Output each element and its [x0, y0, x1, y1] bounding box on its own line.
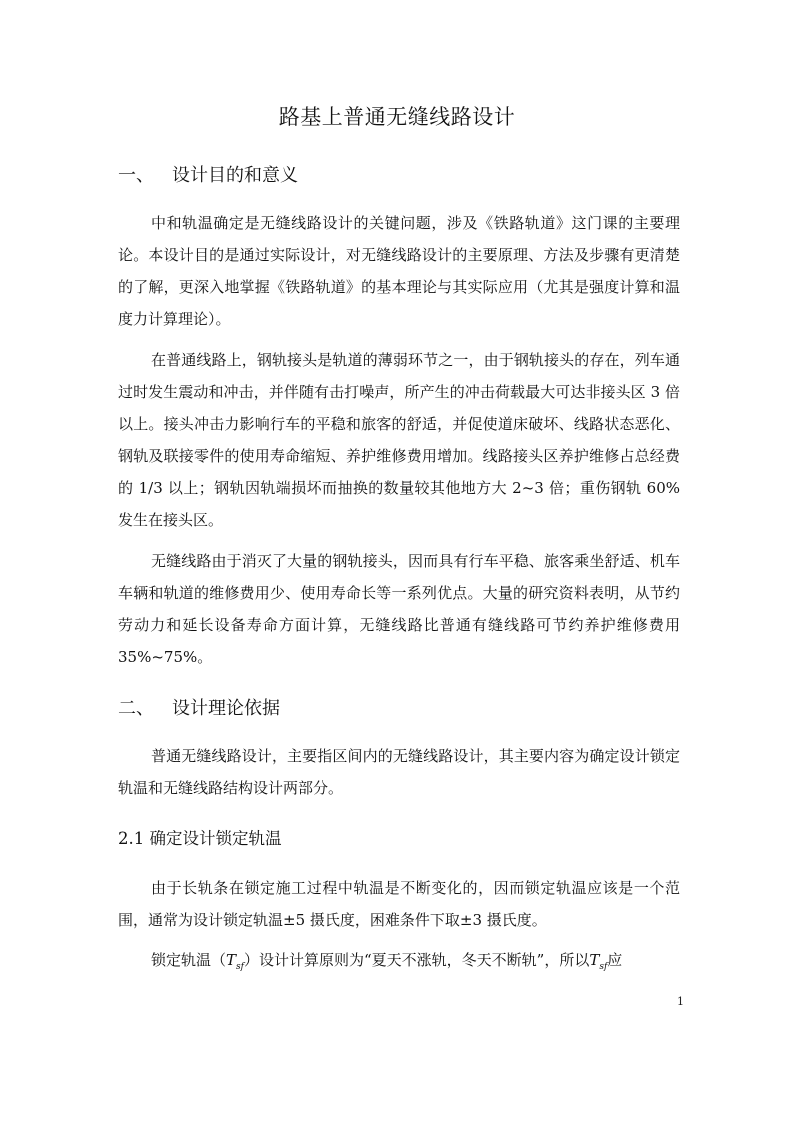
- section-2-heading-text: 设计理论依据: [172, 698, 280, 719]
- symbol-subscript: sf: [599, 962, 608, 972]
- paragraph: 中和轨温确定是无缝线路设计的关键问题，涉及《铁路轨道》这门课的主要理论。本设计目的是通过实际设计，对无缝线路设计的主要原理、方法及步骤有更清楚的了解，更深入地掌握《铁路轨道》的基本理论与其实际应用（尤其是强度计算和温度力计算理论）。: [118, 214, 680, 328]
- symbol-tsf: [226, 951, 244, 972]
- section-2-number: 二、: [118, 698, 154, 719]
- paragraph: 在普通线路上，钢轨接头是轨道的薄弱环节之一，由于钢轨接头的存在，列车通过时发生震动和冲击，并伴随有击打噪声，所产生的冲击荷载最大可达非接头区 3 倍以上。接头冲击力影响行车的平稳和旅客的舒适，并促使道床破坏、线路状态恶化、钢轨及联接零件的使用寿命缩短、养护维修费用增加。线路接头区养护维修占总经费的 1/3 以上；钢轨因轨端损坏而抽换的数量较其他地方大 2~3 倍；重伤钢轨 60%发生在接头区。: [118, 351, 680, 529]
- subsection-2-1-heading: 2.1 确定设计锁定轨温: [118, 829, 282, 848]
- symbol-tsf: [589, 951, 608, 972]
- section-1-number: 一、: [118, 165, 154, 186]
- symbol-base: T: [226, 951, 237, 969]
- section-1-heading: [118, 161, 298, 187]
- section-1-heading-text: 设计目的和意义: [172, 165, 298, 186]
- symbol-base: T: [589, 951, 600, 969]
- paragraph: 普通无缝线路设计，主要指区间内的无缝线路设计，其主要内容为确定设计锁定轨温和无缝线路结构设计两部分。: [118, 747, 680, 797]
- paragraph: 由于长轨条在锁定施工过程中轨温是不断变化的，因而锁定轨温应该是一个范围，通常为设计锁定轨温±5 摄氏度，困难条件下取±3 摄氏度。: [118, 879, 680, 929]
- paragraph-text: 应: [607, 951, 623, 969]
- document-title: 路基上普通无缝线路设计: [278, 105, 516, 129]
- paragraph: 无缝线路由于消灭了大量的钢轨接头，因而具有行车平稳、旅客乘坐舒适、机车车辆和轨道的维修费用少、使用寿命长等一系列优点。大量的研究资料表明，从节约劳动力和延长设备寿命方面计算，无缝线路比普通有缝线路可节约养护维修费用 35%~75%。: [118, 552, 680, 666]
- symbol-subscript: sf: [236, 962, 244, 972]
- section-2-heading: [118, 694, 280, 720]
- paragraph-locking-temperature: [118, 944, 680, 983]
- paragraph-text: 锁定轨温（: [151, 951, 227, 969]
- paragraph-text: ）设计计算原则为“夏天不涨轨，冬天不断轨”，所以: [243, 951, 590, 969]
- page-number: 1: [677, 995, 684, 1008]
